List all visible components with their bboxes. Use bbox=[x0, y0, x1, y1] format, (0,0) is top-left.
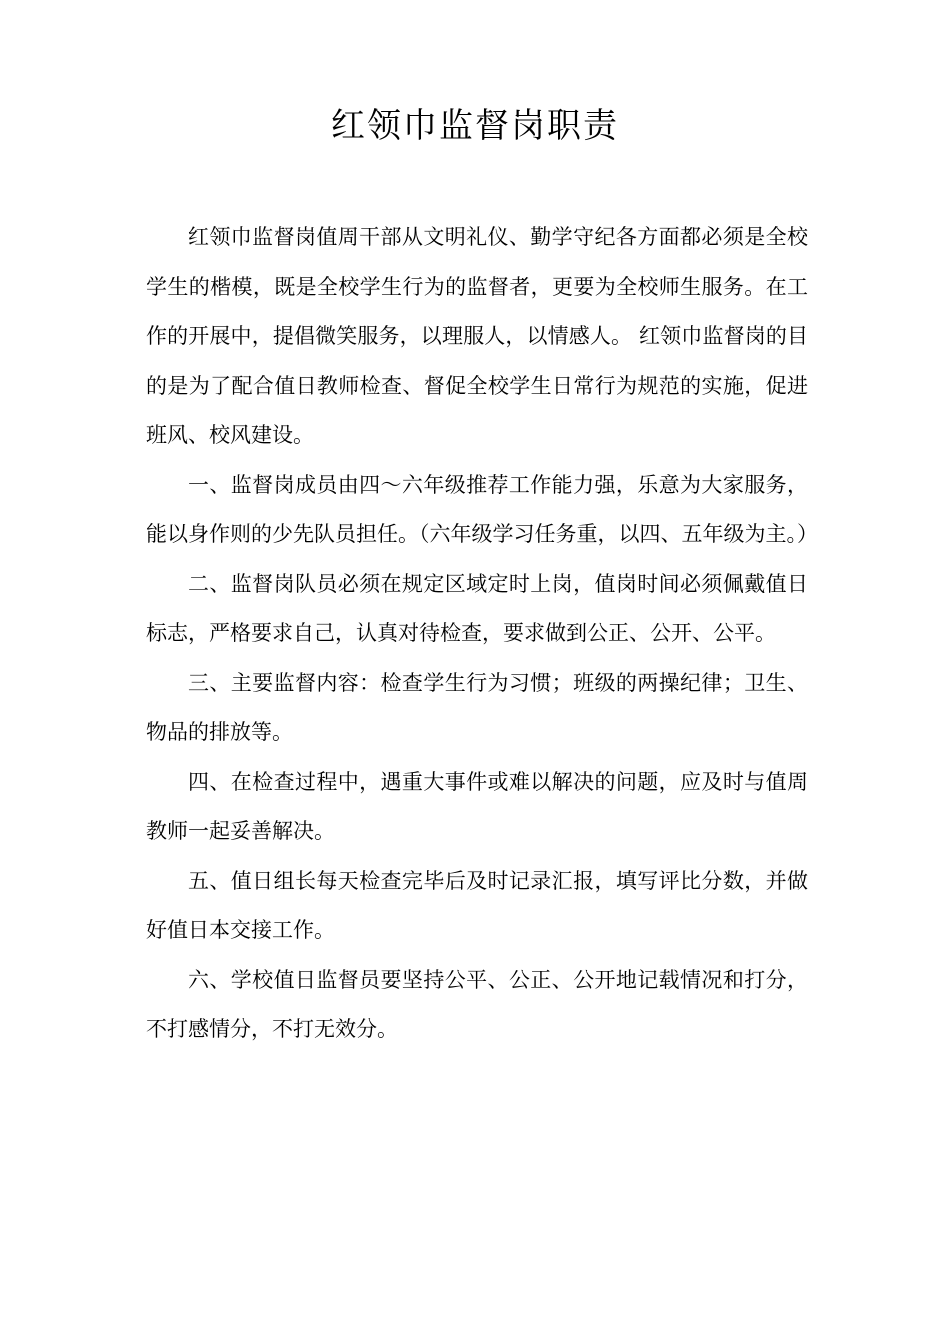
rule-paragraph-4: 四、在检查过程中，遇重大事件或难以解决的问题，应及时与值周教师一起妥善解决。 bbox=[146, 769, 808, 843]
rule-paragraph-6: 六、学校值日监督员要坚持公平、公正、公开地记载情况和打分，不打感情分，不打无效分。 bbox=[146, 967, 808, 1041]
rule-paragraph-1: 一、监督岗成员由四～六年级推荐工作能力强，乐意为大家服务，能以身作则的少先队员担任。（六年级学习任务重，以四、五年级为主。） bbox=[146, 472, 818, 546]
intro-paragraph: 红领巾监督岗值周干部从文明礼仪、勤学守纪各方面都必须是全校学生的楷模，既是全校学生行为的监督者，更要为全校师生服务。在工作的开展中，提倡微笑服务，以理服人，以情感人。 红领巾监督岗的目的是为了配合值日教师检查、督促全校学生日常行为规范的实施，促进班风、校风建设。 bbox=[146, 225, 808, 447]
rule-paragraph-2: 二、监督岗队员必须在规定区域定时上岗，值岗时间必须佩戴值日标志，严格要求自己，认真对待检查，要求做到公正、公开、公平。 bbox=[146, 571, 808, 645]
document-body bbox=[146, 213, 818, 1055]
rule-paragraph-3: 三、主要监督内容：检查学生行为习惯；班级的两操纪律；卫生、物品的排放等。 bbox=[146, 670, 808, 744]
document-title: 红领巾监督岗职责 bbox=[331, 106, 619, 146]
rule-paragraph-5: 五、值日组长每天检查完毕后及时记录汇报，填写评比分数，并做好值日本交接工作。 bbox=[146, 868, 808, 942]
